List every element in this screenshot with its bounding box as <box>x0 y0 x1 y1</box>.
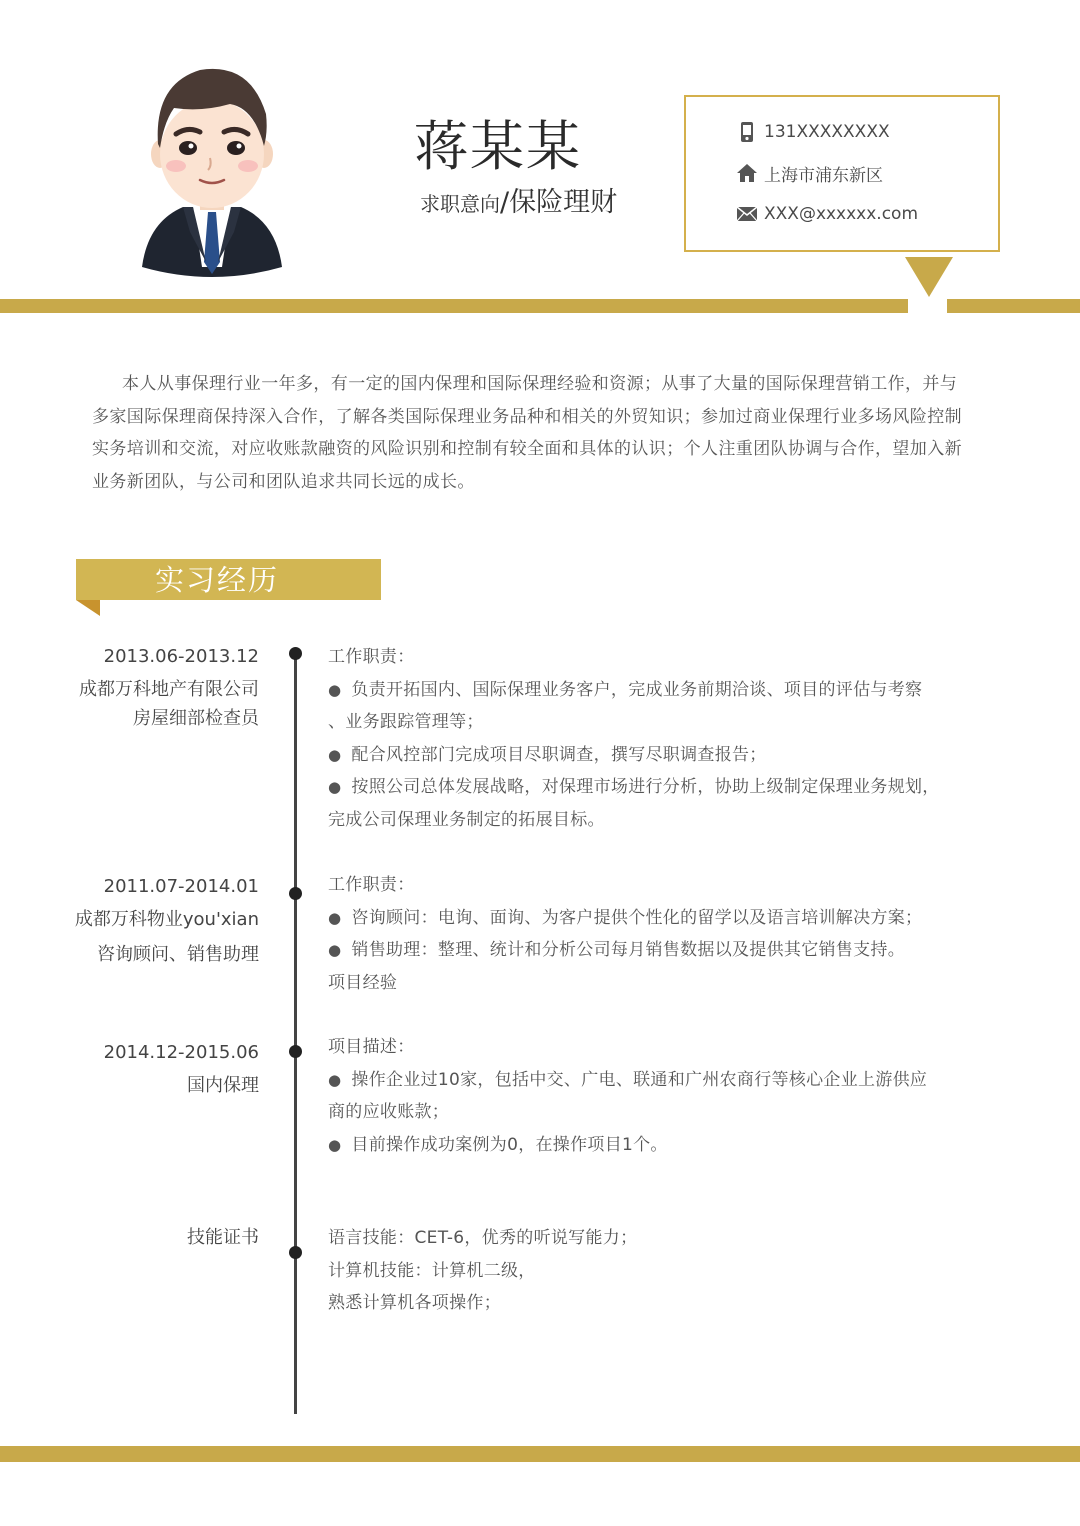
entry-date: 2014.12-2015.06 <box>103 1042 259 1063</box>
contact-address <box>736 160 883 186</box>
subsection-label: 项目经验 <box>328 972 398 993</box>
entry-date: 2013.06-2013.12 <box>103 646 259 667</box>
list-item: ● 操作企业过10家，包括中交、广电、联通和广州农商行等核心企业上游供应 <box>328 1069 928 1090</box>
section-title: 实习经历 <box>155 563 280 597</box>
list-item: ● 目前操作成功案例为0，在操作项目1个。 <box>328 1134 668 1155</box>
list-item: ● 销售助理：整理、统计和分析公司每月销售数据以及提供其它销售支持。 <box>328 940 905 960</box>
contact-email <box>736 201 918 227</box>
banner-fold <box>76 600 100 616</box>
entry-meta <box>79 641 259 736</box>
entry-meta <box>75 871 259 972</box>
candidate-name: 蒋某某 <box>414 115 582 178</box>
skills-title: 技能证书 <box>187 1227 259 1248</box>
timeline-dot <box>289 887 302 900</box>
email-text: XXX@xxxxxx.com <box>764 204 919 224</box>
list-item: ● 按照公司总体发展战略，对保理市场进行分析，协助上级制定保理业务规划， <box>328 777 940 797</box>
home-icon <box>736 162 758 184</box>
list-item: ● 配合风控部门完成项目尽职调查，撰写尽职调查报告； <box>328 744 767 765</box>
objective-label: 求职意向 <box>420 192 500 216</box>
timeline-dot <box>289 1246 302 1259</box>
entry-heading: 工作职责： <box>328 875 415 895</box>
skill-line: 计算机技能：计算机二级， <box>328 1260 536 1281</box>
objective-value: /保险理财 <box>500 187 618 218</box>
bullet-icon: ● <box>328 745 342 764</box>
mail-icon <box>736 203 758 225</box>
list-item-continuation: 、业务跟踪管理等； <box>328 712 484 732</box>
list-item-continuation: 商的应收账款； <box>328 1102 450 1122</box>
bullet-icon: ● <box>328 908 342 927</box>
bullet-icon: ● <box>328 1135 342 1154</box>
contact-box <box>684 95 1000 252</box>
entry-company: 成都万科物业you'xian <box>74 908 259 930</box>
contact-pointer <box>905 257 953 297</box>
entry-company: 成都万科地产有限公司 <box>79 678 259 700</box>
phone-icon <box>736 121 758 143</box>
entry-date: 2011.07-2014.01 <box>103 876 259 897</box>
timeline-line <box>294 652 297 1414</box>
entry-meta <box>104 1037 259 1102</box>
entry-heading: 项目描述： <box>328 1037 415 1057</box>
list-item: ● 负责开拓国内、国际保理业务客户，完成业务前期洽谈、项目的评估与考察 <box>328 679 923 700</box>
header-divider-left <box>0 299 908 313</box>
entry-details <box>328 1031 968 1161</box>
bullet-icon: ● <box>328 680 342 699</box>
entry-position: 咨询顾问、销售助理 <box>97 944 259 965</box>
bullet-icon: ● <box>328 1070 342 1089</box>
entry-details <box>328 641 968 836</box>
entry-heading: 工作职责： <box>328 647 415 667</box>
skills-details <box>328 1222 968 1320</box>
bullet-icon: ● <box>328 778 342 796</box>
self-summary: 本人从事保理行业一年多，有一定的国内保理和国际保理经验和资源；从事了大量的国际保理营销工作，并与多家国际保理商保持深入合作，了解各类国际保理业务品种和相关的外贸知识；参加过商业保理行业多场风险控制实务培训和交流，对应收账款融资的风险识别和控制有较全面和具体的认识；个人注重团队协调与合作，望加入新业务新团队，与公司和团队追求共同长远的成长。 <box>92 374 962 492</box>
list-item: ● 咨询顾问：电询、面询、为客户提供个性化的留学以及语言培训解决方案； <box>328 907 923 928</box>
footer-divider <box>0 1446 1080 1462</box>
entry-company: 国内保理 <box>187 1074 259 1096</box>
entry-position: 房屋细部检查员 <box>133 708 259 729</box>
avatar <box>138 62 286 280</box>
address-text: 上海市浦东新区 <box>764 165 883 186</box>
phone-number: 131XXXXXXXX <box>764 122 890 142</box>
list-item-continuation: 完成公司保理业务制定的拓展目标。 <box>328 809 605 830</box>
bullet-icon: ● <box>328 941 342 959</box>
job-objective <box>420 180 617 219</box>
entry-details <box>328 869 968 999</box>
entry-meta <box>187 1222 259 1255</box>
contact-phone <box>736 119 890 145</box>
skill-line: 语言技能：CET-6，优秀的听说写能力； <box>328 1228 638 1248</box>
timeline-dot <box>289 647 302 660</box>
skill-line: 熟悉计算机各项操作； <box>328 1293 501 1313</box>
timeline-dot <box>289 1045 302 1058</box>
header-divider-right <box>947 299 1080 313</box>
